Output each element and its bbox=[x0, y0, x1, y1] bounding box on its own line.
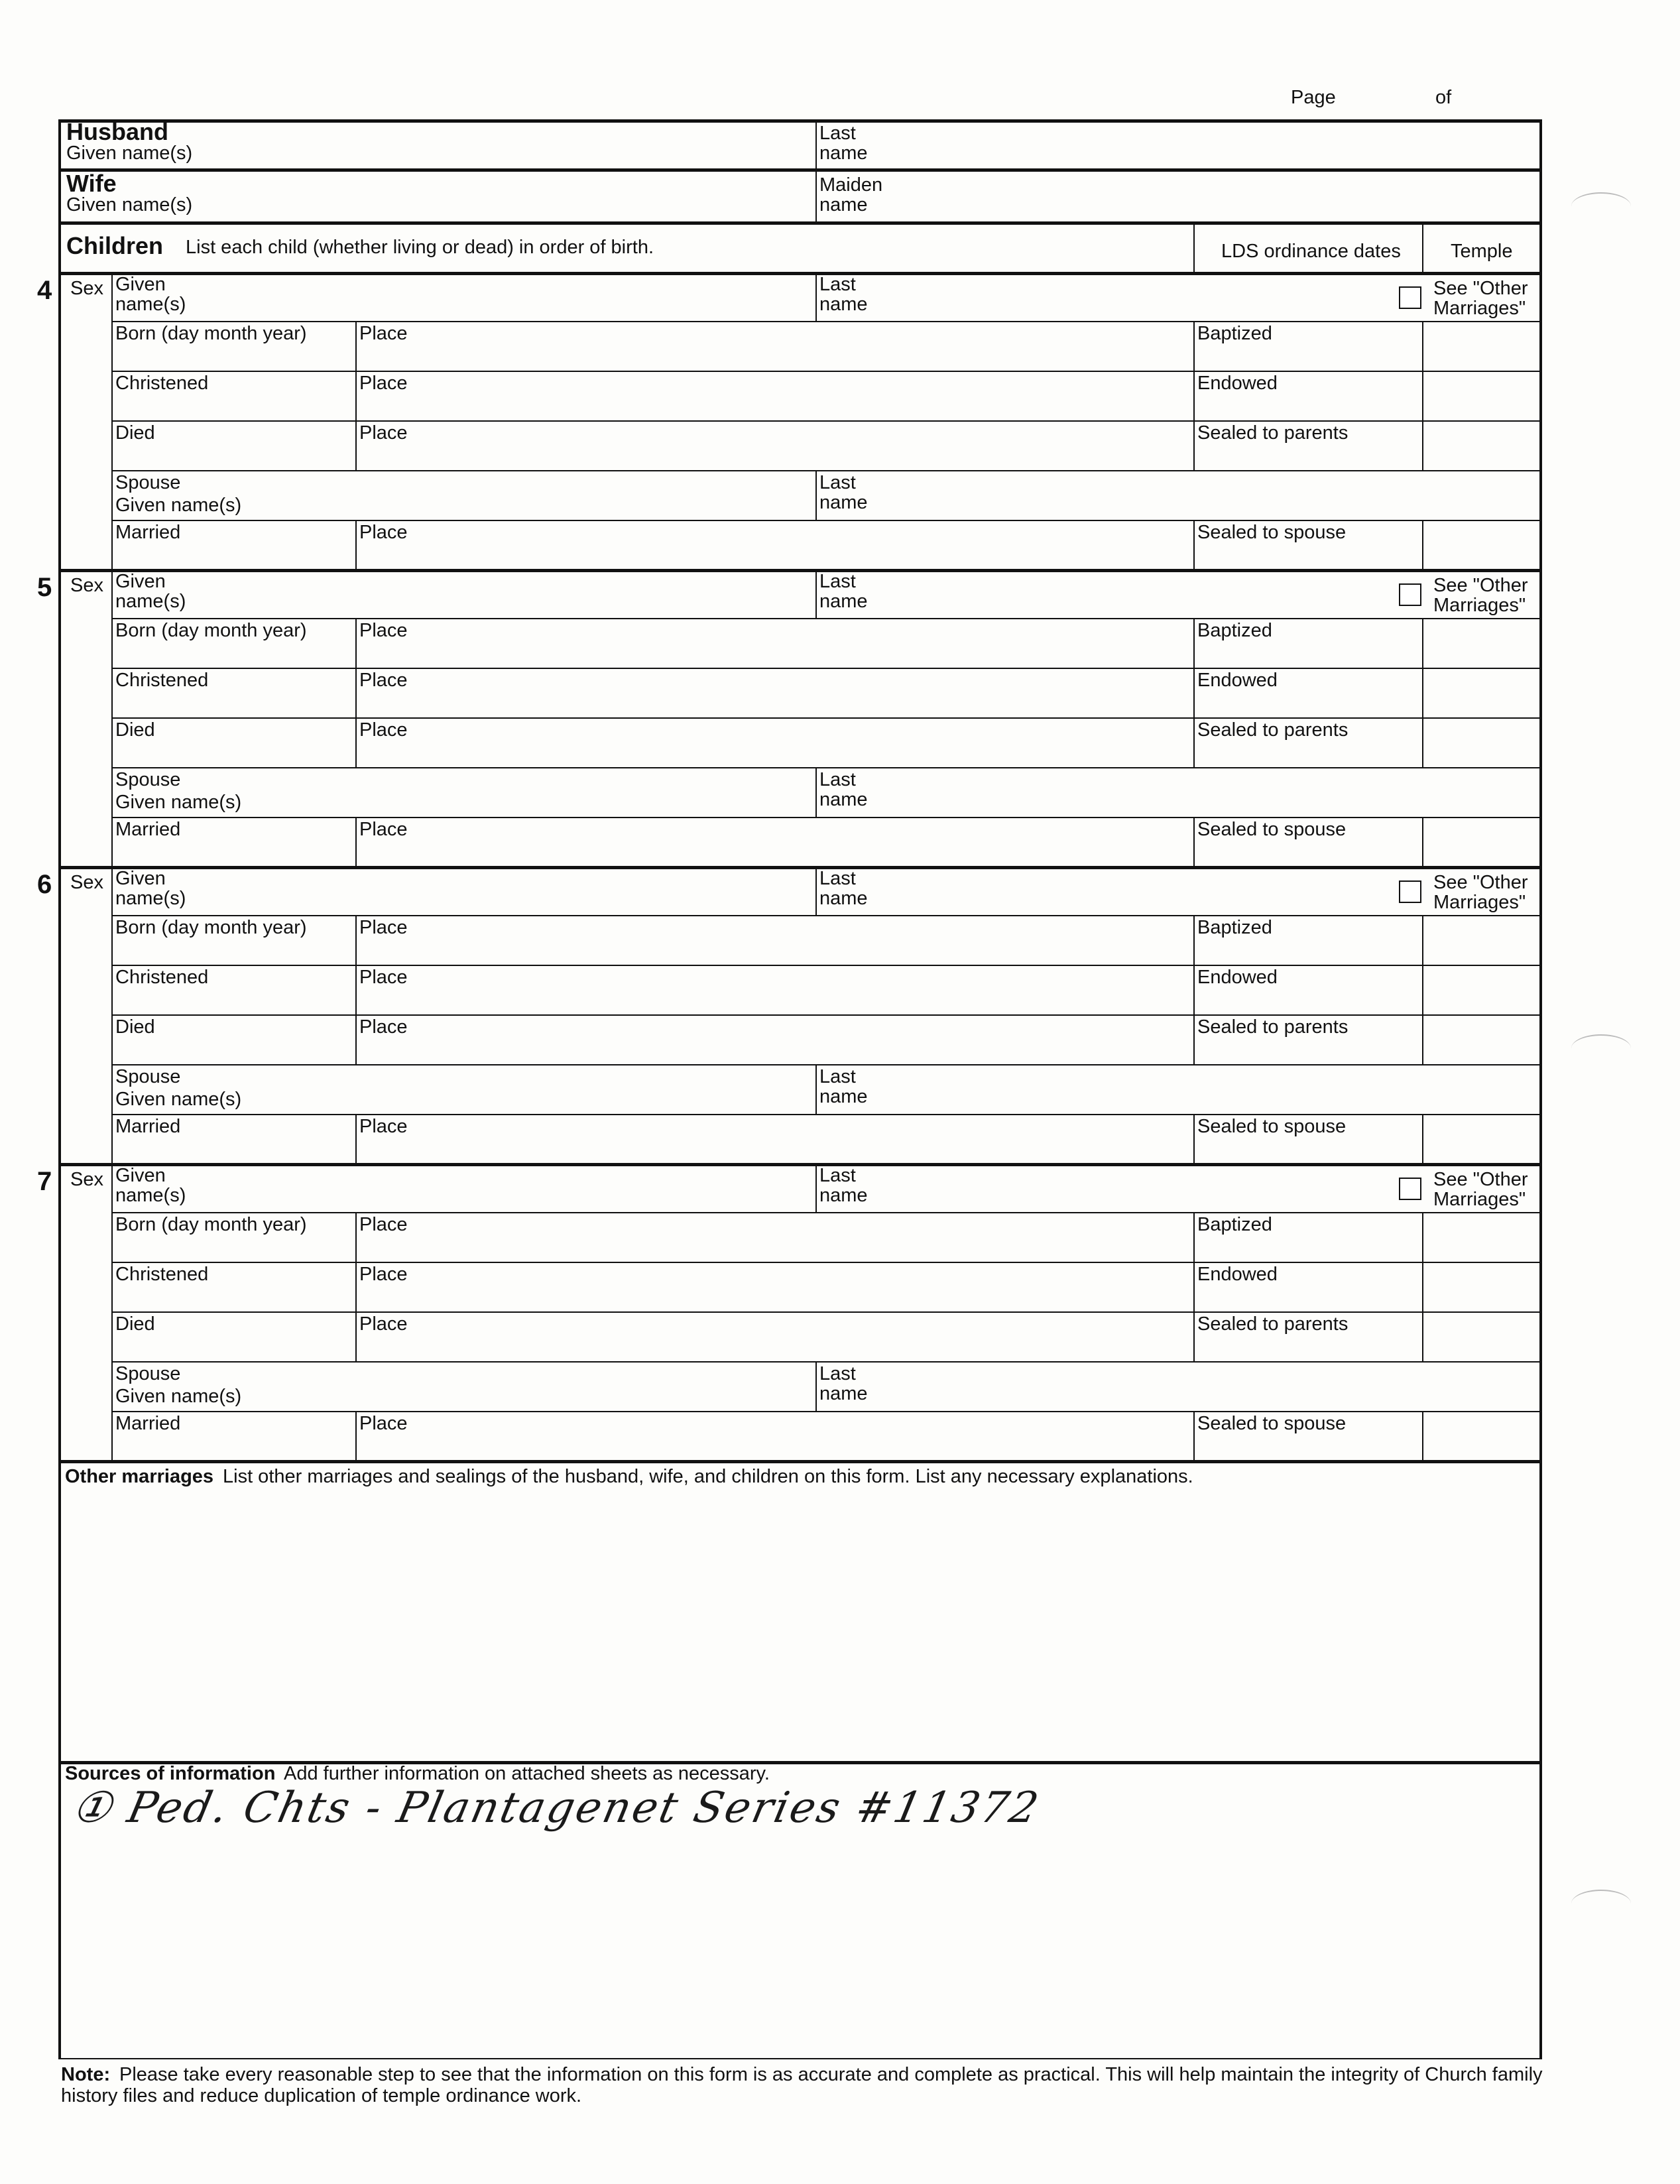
place-label: Place bbox=[359, 422, 408, 444]
see-other-marriages-label: See "Other bbox=[1433, 1169, 1528, 1190]
see-other-marriages-label-2: Marriages" bbox=[1433, 1189, 1526, 1210]
child-number: 7 bbox=[37, 1167, 52, 1196]
sex-label: Sex bbox=[70, 278, 103, 299]
note-text-line2: history files and reduce duplication of temple ordinance work. bbox=[61, 2085, 582, 2106]
baptized-label: Baptized bbox=[1197, 323, 1272, 344]
place-label: Place bbox=[359, 967, 408, 988]
child-given-label-2: name(s) bbox=[115, 1185, 186, 1206]
see-other-marriages-label: See "Other bbox=[1433, 278, 1528, 299]
sealed-to-spouse-label: Sealed to spouse bbox=[1197, 522, 1347, 543]
sex-label: Sex bbox=[70, 575, 103, 596]
see-other-marriages-checkbox[interactable] bbox=[1399, 583, 1421, 606]
child-given-label-2: name(s) bbox=[115, 294, 186, 315]
of-label: of bbox=[1435, 87, 1452, 108]
married-label: Married bbox=[115, 819, 181, 840]
endowed-label: Endowed bbox=[1197, 967, 1278, 988]
wife-maiden-label-2: name bbox=[819, 194, 868, 215]
christened-label: Christened bbox=[115, 670, 209, 691]
spouse-last-label-2: name bbox=[819, 492, 868, 513]
sources-instruction: Add further information on attached sheets as necessary. bbox=[284, 1763, 770, 1784]
spouse-given-label: Given name(s) bbox=[115, 1386, 242, 1407]
spouse-last-label: Last bbox=[819, 1066, 856, 1087]
form-border-left bbox=[58, 119, 61, 2059]
married-label: Married bbox=[115, 1116, 181, 1137]
page-label: Page bbox=[1291, 87, 1336, 108]
child-last-label: Last bbox=[819, 1165, 856, 1186]
child-number: 6 bbox=[37, 870, 52, 899]
spouse-label: Spouse bbox=[115, 1066, 181, 1087]
place-label: Place bbox=[359, 620, 408, 641]
child-last-label: Last bbox=[819, 571, 856, 592]
place-label: Place bbox=[359, 1214, 408, 1235]
endowed-label: Endowed bbox=[1197, 670, 1278, 691]
other-marriages-instruction: List other marriages and sealings of the husband, wife, and children on this form. List any necessary explanations. bbox=[223, 1466, 1193, 1487]
child-given-label: Given bbox=[115, 868, 166, 889]
born-label: Born (day month year) bbox=[115, 917, 307, 938]
spouse-last-label: Last bbox=[819, 1363, 856, 1384]
sealed-to-parents-label: Sealed to parents bbox=[1197, 1016, 1349, 1038]
place-label: Place bbox=[359, 323, 408, 344]
baptized-label: Baptized bbox=[1197, 917, 1272, 938]
child-number: 5 bbox=[37, 573, 52, 602]
see-other-marriages-label: See "Other bbox=[1433, 872, 1528, 893]
see-other-marriages-checkbox[interactable] bbox=[1399, 880, 1421, 903]
wife-maiden-label: Maiden bbox=[819, 174, 883, 196]
child-given-label: Given bbox=[115, 1165, 166, 1186]
spouse-given-label: Given name(s) bbox=[115, 495, 242, 516]
wife-heading: Wife bbox=[66, 170, 117, 197]
spouse-label: Spouse bbox=[115, 1363, 181, 1384]
child-last-label: Last bbox=[819, 274, 856, 295]
sex-label: Sex bbox=[70, 1169, 103, 1190]
christened-label: Christened bbox=[115, 967, 209, 988]
spouse-given-label: Given name(s) bbox=[115, 1089, 242, 1110]
place-label: Place bbox=[359, 917, 408, 938]
died-label: Died bbox=[115, 1016, 155, 1038]
sources-handwritten-entry[interactable]: ① Ped. Chts - Plantagenet Series #11372 bbox=[68, 1784, 1045, 1833]
place-label: Place bbox=[359, 1116, 408, 1137]
spouse-label: Spouse bbox=[115, 769, 181, 790]
punch-hole bbox=[1571, 1890, 1631, 1917]
born-label: Born (day month year) bbox=[115, 323, 307, 344]
place-label: Place bbox=[359, 719, 408, 741]
spouse-last-label-2: name bbox=[819, 1383, 868, 1404]
note-text-line1: Please take every reasonable step to see that the information on this form is as accurate and complete as practical. This will help maintain the integrity of Church family bbox=[119, 2064, 1543, 2085]
child-given-label-2: name(s) bbox=[115, 888, 186, 909]
born-label: Born (day month year) bbox=[115, 1214, 307, 1235]
place-label: Place bbox=[359, 1264, 408, 1285]
note-label: Note: bbox=[61, 2064, 111, 2085]
see-other-marriages-label-2: Marriages" bbox=[1433, 298, 1526, 319]
sources-heading: Sources of information bbox=[65, 1763, 276, 1784]
place-label: Place bbox=[359, 670, 408, 691]
sealed-to-spouse-label: Sealed to spouse bbox=[1197, 1116, 1347, 1137]
sex-label: Sex bbox=[70, 872, 103, 893]
punch-hole bbox=[1571, 192, 1631, 220]
see-other-marriages-checkbox[interactable] bbox=[1399, 286, 1421, 309]
spouse-last-label-2: name bbox=[819, 1086, 868, 1107]
endowed-label: Endowed bbox=[1197, 373, 1278, 394]
children-heading: Children bbox=[66, 232, 164, 259]
spouse-last-label-2: name bbox=[819, 789, 868, 810]
child-given-label: Given bbox=[115, 571, 166, 592]
child-last-label-2: name bbox=[819, 1185, 868, 1206]
endowed-label: Endowed bbox=[1197, 1264, 1278, 1285]
died-label: Died bbox=[115, 422, 155, 444]
sealed-to-spouse-label: Sealed to spouse bbox=[1197, 1413, 1347, 1434]
child-given-label-2: name(s) bbox=[115, 591, 186, 612]
baptized-label: Baptized bbox=[1197, 620, 1272, 641]
sealed-to-parents-label: Sealed to parents bbox=[1197, 422, 1349, 444]
husband-given-label: Given name(s) bbox=[66, 143, 193, 164]
place-label: Place bbox=[359, 1413, 408, 1434]
sealed-to-spouse-label: Sealed to spouse bbox=[1197, 819, 1347, 840]
child-last-label: Last bbox=[819, 868, 856, 889]
lds-ordinance-label: LDS ordinance dates bbox=[1221, 241, 1401, 262]
place-label: Place bbox=[359, 522, 408, 543]
married-label: Married bbox=[115, 522, 181, 543]
see-other-marriages-label-2: Marriages" bbox=[1433, 595, 1526, 616]
children-instruction: List each child (whether living or dead) in order of birth. bbox=[186, 237, 654, 258]
punch-hole bbox=[1571, 1034, 1631, 1062]
form-border-bottom bbox=[58, 2058, 1542, 2059]
see-other-marriages-checkbox[interactable] bbox=[1399, 1178, 1421, 1200]
form-border-top bbox=[58, 119, 1542, 123]
other-marriages-heading: Other marriages bbox=[65, 1466, 214, 1487]
husband-heading: Husband bbox=[66, 118, 169, 145]
child-last-label-2: name bbox=[819, 888, 868, 909]
spouse-given-label: Given name(s) bbox=[115, 792, 242, 813]
see-other-marriages-label-2: Marriages" bbox=[1433, 892, 1526, 913]
place-label: Place bbox=[359, 1016, 408, 1038]
died-label: Died bbox=[115, 1313, 155, 1335]
see-other-marriages-label: See "Other bbox=[1433, 575, 1528, 596]
husband-last-label-2: name bbox=[819, 143, 868, 164]
child-last-label-2: name bbox=[819, 294, 868, 315]
child-given-label: Given bbox=[115, 274, 166, 295]
spouse-last-label: Last bbox=[819, 769, 856, 790]
spouse-last-label: Last bbox=[819, 472, 856, 493]
place-label: Place bbox=[359, 819, 408, 840]
christened-label: Christened bbox=[115, 1264, 209, 1285]
christened-label: Christened bbox=[115, 373, 209, 394]
sealed-to-parents-label: Sealed to parents bbox=[1197, 1313, 1349, 1335]
place-label: Place bbox=[359, 373, 408, 394]
place-label: Place bbox=[359, 1313, 408, 1335]
died-label: Died bbox=[115, 719, 155, 741]
form-border-right bbox=[1539, 119, 1542, 2059]
born-label: Born (day month year) bbox=[115, 620, 307, 641]
child-last-label-2: name bbox=[819, 591, 868, 612]
husband-last-label: Last bbox=[819, 123, 856, 144]
married-label: Married bbox=[115, 1413, 181, 1434]
spouse-label: Spouse bbox=[115, 472, 181, 493]
baptized-label: Baptized bbox=[1197, 1214, 1272, 1235]
temple-label: Temple bbox=[1451, 241, 1513, 262]
child-number: 4 bbox=[37, 276, 52, 305]
wife-given-label: Given name(s) bbox=[66, 194, 193, 215]
sealed-to-parents-label: Sealed to parents bbox=[1197, 719, 1349, 741]
